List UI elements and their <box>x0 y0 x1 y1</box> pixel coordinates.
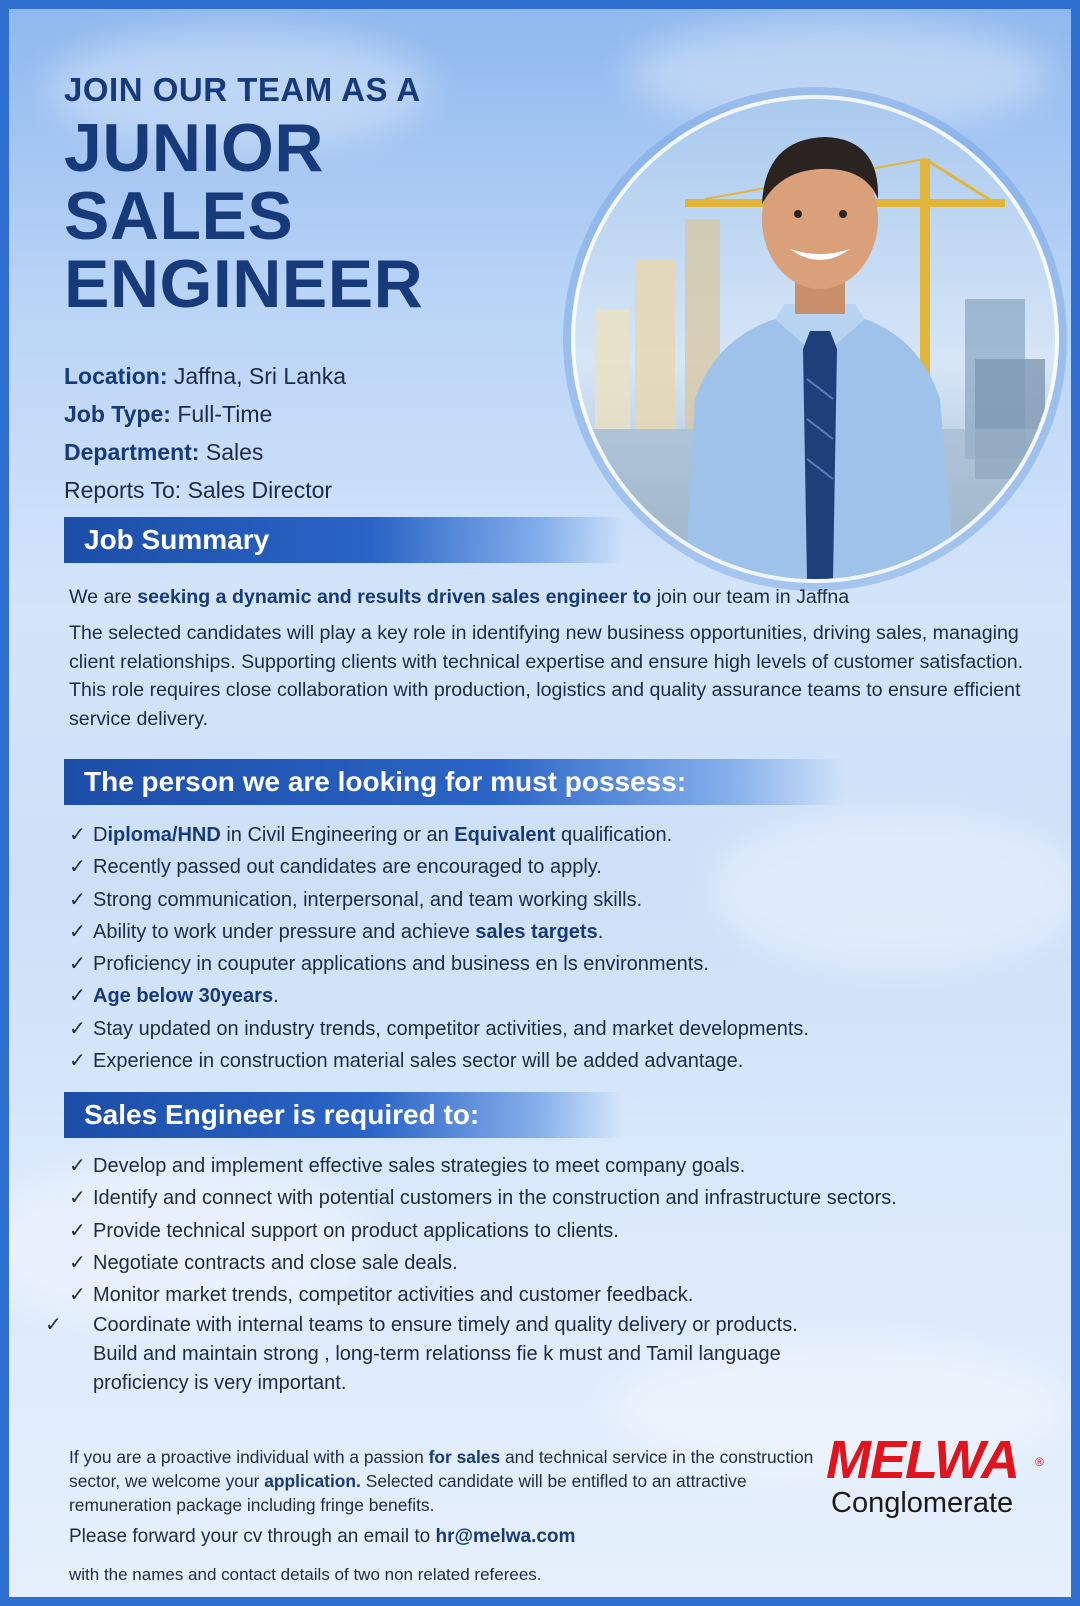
check-icon: ✓ <box>45 1314 62 1337</box>
meta-label: Reports To: <box>64 477 182 503</box>
duties-list <box>45 1150 1049 1398</box>
check-icon: ✓ <box>69 1219 86 1242</box>
melwa-logo: MELWA <box>826 1430 1019 1490</box>
list-item: ✓ Strong communication, interpersonal, and team working skills. <box>69 884 1049 916</box>
check-icon: ✓ <box>69 1251 86 1274</box>
list-item: ✓ Proficiency in couputer applications and business en ls environments. <box>69 948 1049 980</box>
list-item: ✓ Experience in construction material sales sector will be added advantage. <box>69 1045 1049 1077</box>
check-icon: ✓ <box>69 888 86 911</box>
check-icon: ✓ <box>69 1050 86 1073</box>
apply-instruction: Please forward your cv through an email to hr@melwa.com <box>69 1526 576 1547</box>
hero-title-line: SALES <box>64 178 294 254</box>
job-summary-body: The selected candidates will play a key role in identifying new business opportunities, driving sales, managing client relationships. Supporting clients with technical expertise and ensure high levels of customer satisfaction. This role requires close collaboration with production, logistics and quality assurance teams to ensure efficient service delivery. <box>69 622 1024 730</box>
duties-heading: Sales Engineer is required to: <box>64 1092 624 1138</box>
list-item: ✓ Diploma/HND in Civil Engineering or an Equivalent qualification. <box>69 819 1049 851</box>
meta-reports <box>64 471 346 509</box>
check-icon: ✓ <box>69 1017 86 1040</box>
list-item: ✓ Monitor market trends, competitor activities and customer feedback. <box>69 1279 1049 1311</box>
email-link[interactable]: hr@melwa.com <box>435 1526 576 1547</box>
job-meta <box>64 357 346 509</box>
requirements-list <box>69 819 1049 1077</box>
closing-paragraph: If you are a proactive individual with a passion for sales and technical service in the construction sector, we welcome your application. Selected candidate will be entifled to an attractive remuneration package including fringe benefits. <box>69 1447 814 1515</box>
check-icon: ✓ <box>69 1155 86 1177</box>
hero-title-line: ENGINEER <box>64 246 424 322</box>
check-icon: ✓ <box>69 856 86 879</box>
meta-label: Department: <box>64 439 200 465</box>
list-item: ✓ Age below 30years. <box>69 980 1049 1012</box>
meta-location <box>64 357 346 395</box>
check-icon: ✓ <box>69 985 86 1008</box>
list-item: ✓ Develop and implement effective sales strategies to meet company goals. <box>69 1150 1049 1182</box>
text-run: We are <box>69 586 138 608</box>
check-icon: ✓ <box>69 824 86 846</box>
list-item: ✓ Provide technical support on product applications to clients. <box>69 1215 1049 1247</box>
meta-label: Job Type: <box>64 401 171 427</box>
meta-label: Location: <box>64 363 168 389</box>
text-run-bold: seeking a dynamic and results driven sales engineer to <box>137 586 652 608</box>
hero-pretitle: JOIN OUR TEAM AS A <box>64 71 421 108</box>
check-icon: ✓ <box>69 920 86 943</box>
logo-subtitle: Conglomerate <box>831 1487 1014 1519</box>
job-summary-intro <box>69 583 1029 612</box>
referee-note: with the names and contact details of two non related referees. <box>69 1565 542 1584</box>
list-item: ✓ Identify and connect with potential customers in the construction and infrastructure sectors. <box>69 1182 1049 1214</box>
text-run: join our team in Jaffna <box>651 586 850 608</box>
list-item: ✓ Coordinate with internal teams to ensure timely and quality delivery or products. Build and maintain strong , long-term relationss fie k must and Tamil language proficiency is very important. <box>69 1311 833 1398</box>
meta-department <box>64 433 346 471</box>
check-icon: ✓ <box>69 1284 86 1307</box>
job-summary-heading: Job Summary <box>64 517 624 563</box>
meta-value: Full-Time <box>177 401 273 427</box>
meta-jobtype <box>64 395 346 433</box>
check-icon: ✓ <box>69 953 86 976</box>
registered-mark-icon: ® <box>1035 1455 1044 1469</box>
list-item: ✓ Recently passed out candidates are encouraged to apply. <box>69 851 1049 883</box>
check-icon: ✓ <box>69 1187 86 1210</box>
meta-value: Sales <box>205 439 264 465</box>
hero-title-line: JUNIOR <box>64 110 324 186</box>
meta-value: Sales Director <box>187 477 333 503</box>
list-item: ✓ Stay updated on industry trends, competitor activities, and market developments. <box>69 1013 1049 1045</box>
list-item: ✓ Negotiate contracts and close sale deals. <box>69 1247 1049 1279</box>
portrait-illustration <box>575 99 1055 579</box>
requirements-heading: The person we are looking for must possess: <box>64 759 844 805</box>
meta-value: Jaffna, Sri Lanka <box>173 363 347 389</box>
hero-title <box>64 110 424 322</box>
portrait-photo <box>571 95 1059 583</box>
list-item: ✓ Ability to work under pressure and achieve sales targets. <box>69 916 1049 948</box>
